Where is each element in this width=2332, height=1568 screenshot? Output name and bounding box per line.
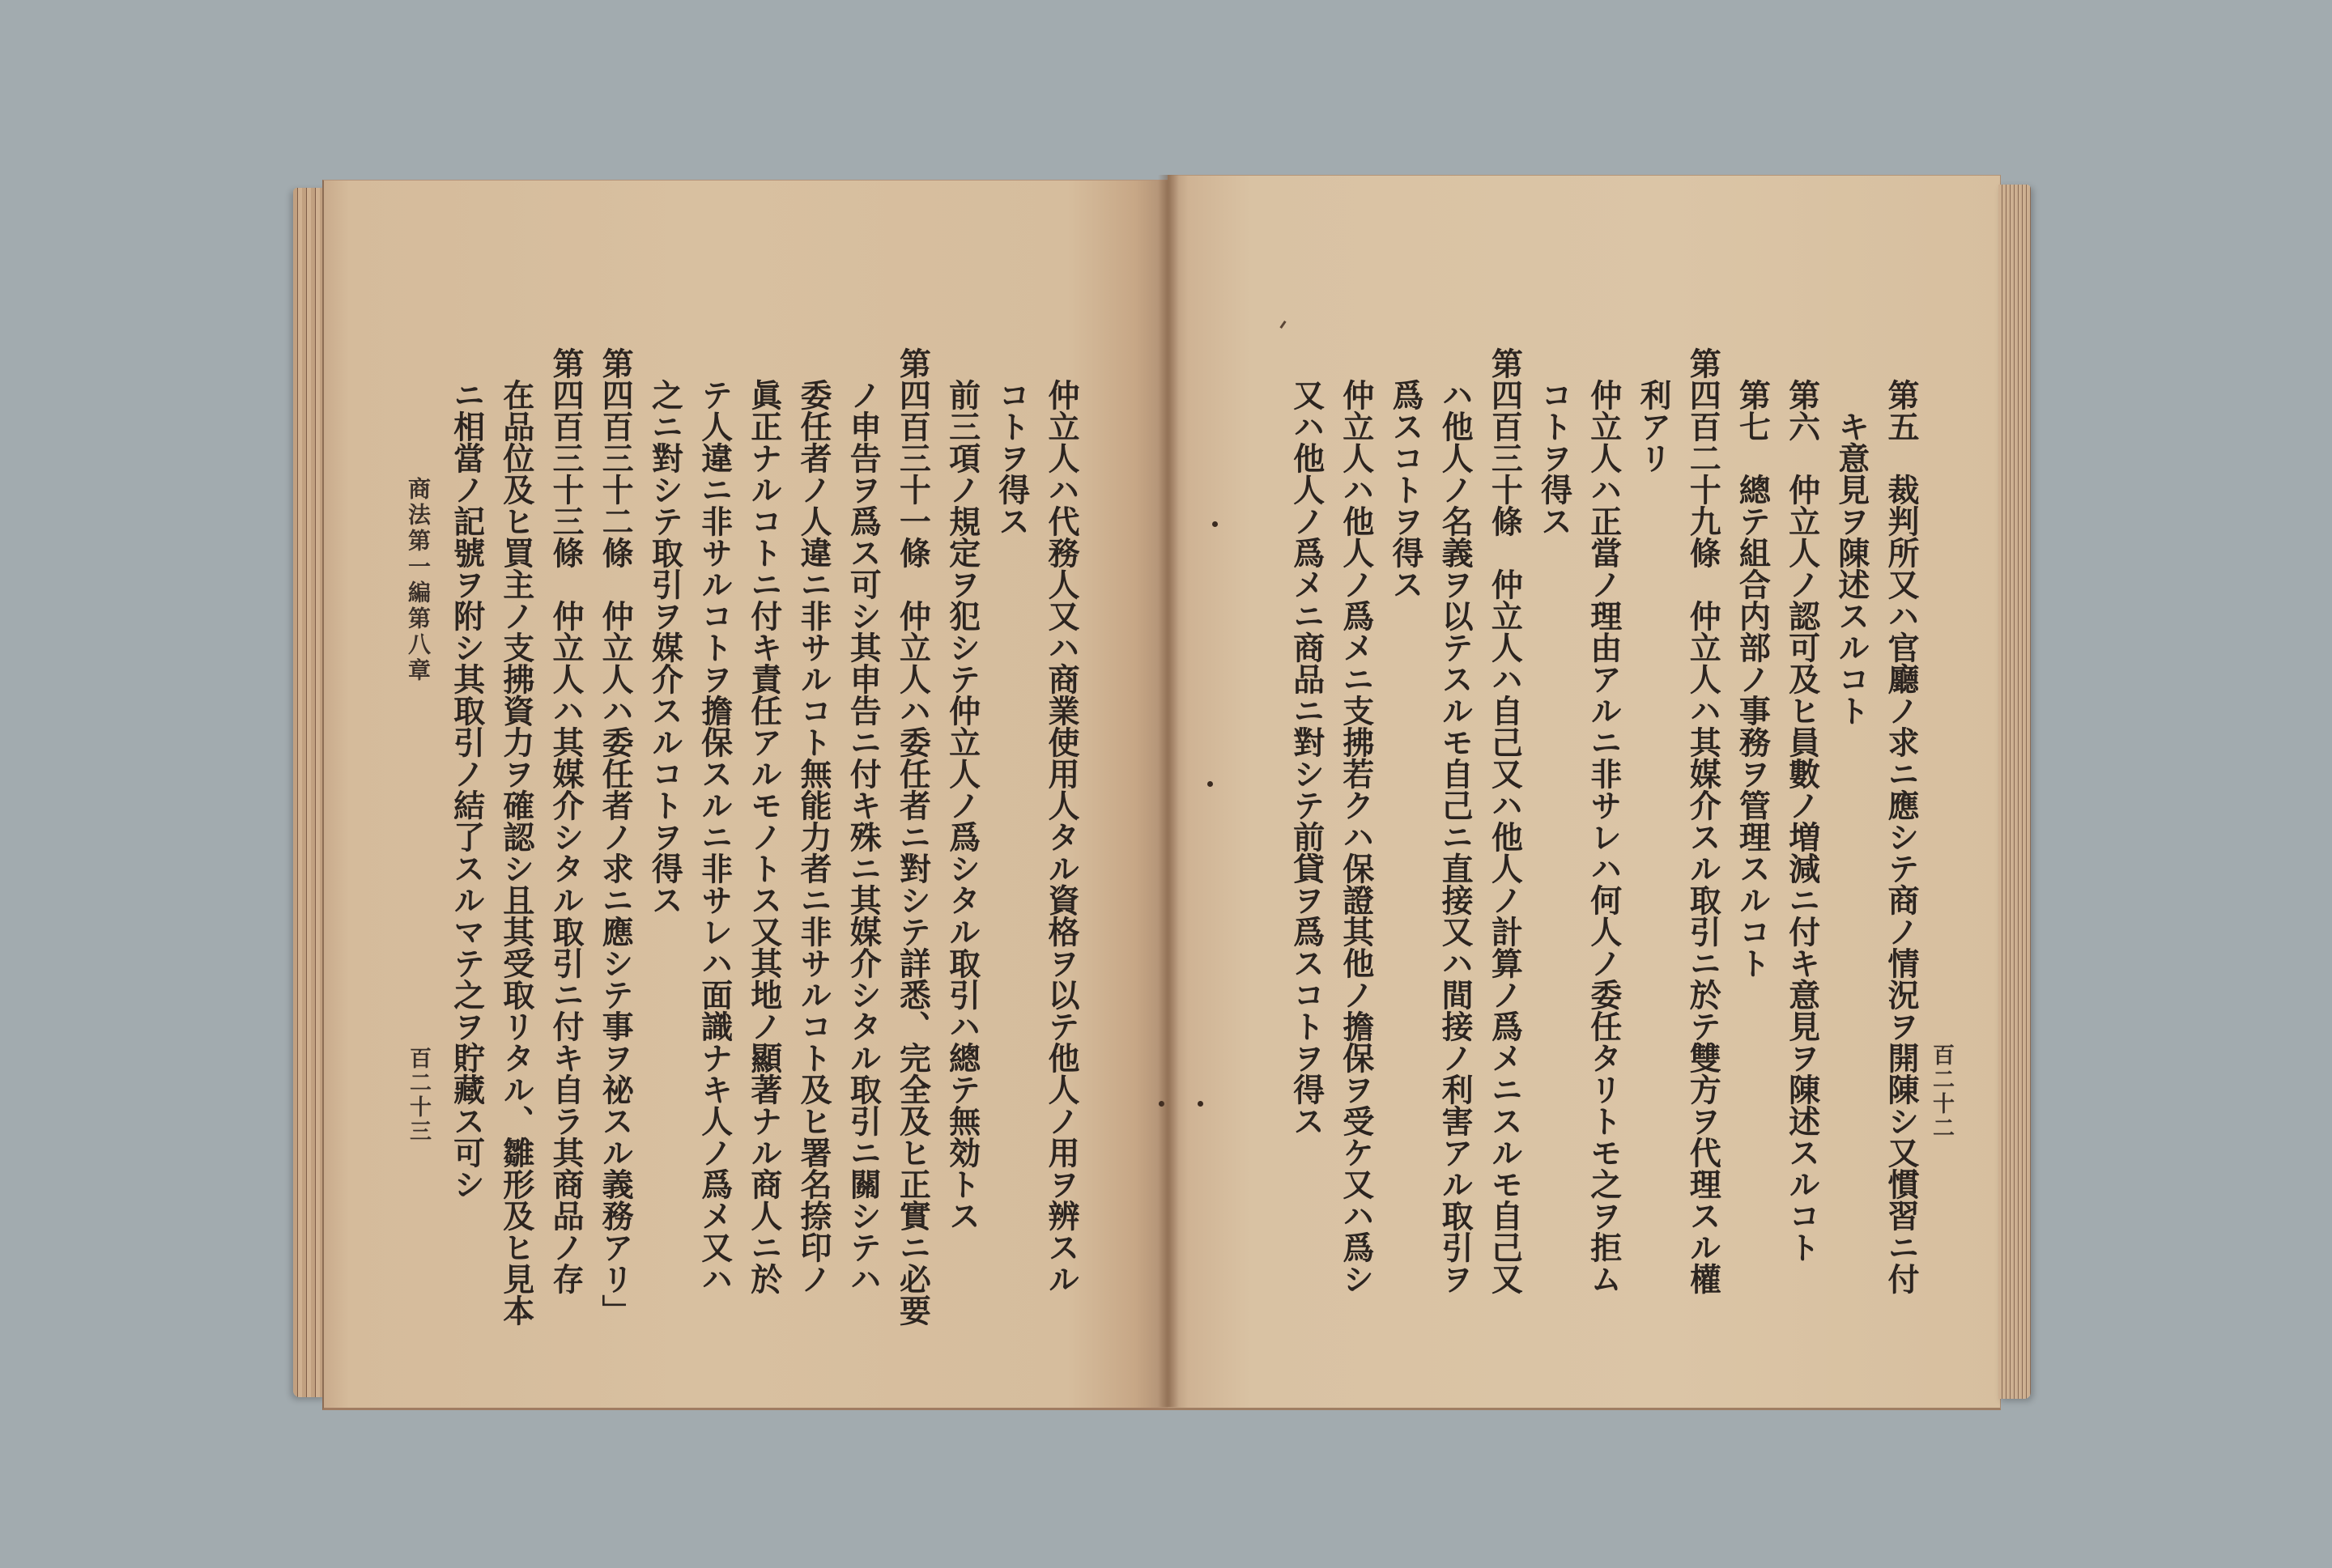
article-heading-line: 第四百三十二條 仲立人ハ委任者ノ求ニ應シテ事ヲ祕スル義務アリ」 [597, 347, 635, 1326]
right-page-edges [1998, 185, 2031, 1399]
text-line: 仲立人ハ正當ノ理由アルニ非サレハ何人ノ委任タリトモ之ヲ拒ム [1585, 379, 1623, 1294]
article-heading-line: 第四百二十九條 仲立人ハ其媒介スル取引ニ於テ雙方ヲ代理スル權 [1684, 347, 1722, 1294]
binding-hole-mark [1212, 521, 1218, 527]
article-heading-line: 第四百三十三條 仲立人ハ其媒介シタル取引ニ付キ自ラ其商品ノ存 [547, 347, 585, 1294]
running-head: 商法第一編第八章 [405, 477, 432, 684]
text-line: 前三項ノ規定ヲ犯シテ仲立人ノ爲シタル取引ハ總テ無効トス [943, 379, 981, 1231]
text-line: ノ申告ヲ爲ス可シ其申告ニ付キ殊ニ其媒介シタル取引ニ關シテハ [845, 379, 883, 1294]
text-line: 委任者ノ人違ニ非サルコト無能力者ニ非サルコト及ヒ署名捺印ノ [794, 379, 832, 1294]
text-line: 利アリ [1634, 379, 1672, 474]
text-line: 又ハ他人ノ爲メニ商品ニ對シテ前貸ヲ爲スコトヲ得ス [1287, 379, 1326, 1137]
left-page-text [441, 347, 1086, 1375]
text-line: テ人違ニ非サルコトヲ擔保スルニ非サレハ面識ナキ人ノ爲メ又ハ [696, 379, 734, 1294]
text-line: コトヲ得ス [1535, 379, 1573, 537]
text-line: 仲立人ハ他人ノ爲メニ支拂若クハ保證其他ノ擔保ヲ受ケ又ハ爲シ [1337, 379, 1375, 1294]
left-page [322, 180, 1169, 1410]
right-page [1168, 175, 2001, 1410]
item-line: 第六 仲立人ノ認可及ヒ員數ノ増減ニ付キ意見ヲ陳述スルコト [1783, 379, 1821, 1263]
binding-hole-mark [1207, 781, 1213, 787]
page-number: 百二十二 [1929, 1043, 1954, 1141]
item-line: 第五 裁判所又ハ官廳ノ求ニ應シテ商ノ情況ヲ開陳シ又慣習ニ付 [1883, 379, 1920, 1294]
text-line: キ意見ヲ陳述スルコト [1832, 410, 1870, 726]
text-line: 爲スコトヲ得ス [1386, 379, 1424, 600]
text-line: 仲立人ハ代務人又ハ商業使用人タル資格ヲ以テ他人ノ用ヲ辨スル [1043, 379, 1080, 1294]
article-heading-line: 第四百三十條 仲立人ハ自己又ハ他人ノ計算ノ爲メニスルモ自己又 [1486, 347, 1524, 1294]
page-number: 百二十三 [406, 1047, 431, 1144]
right-page-text [1281, 347, 1926, 1375]
text-line: ハ他人ノ名義ヲ以テスルモ自己ニ直接又ハ間接ノ利害アル取引ヲ [1436, 379, 1475, 1294]
text-line: 之ニ對シテ取引ヲ媒介スルコトヲ得ス [646, 379, 684, 916]
text-line: 在品位及ヒ買主ノ支拂資力ヲ確認シ且其受取リタル、雛形及ヒ見本 [497, 379, 535, 1326]
item-line: 第七 總テ組合内部ノ事務ヲ管理スルコト [1734, 379, 1772, 979]
text-line: ニ相當ノ記號ヲ附シ其取引ノ結了スルマテ之ヲ貯藏ス可シ [448, 379, 486, 1200]
binding-hole-mark [1198, 1101, 1203, 1107]
text-line: 眞正ナルコトニ付キ責任アルモノトス又其地ノ顯著ナル商人ニ於 [745, 379, 783, 1294]
book-spine [1158, 175, 1179, 1407]
stray-ink-mark [1279, 321, 1286, 329]
text-line: コトヲ得ス [993, 379, 1031, 537]
article-heading-line: 第四百三十一條 仲立人ハ委任者ニ對シテ詳悉、完全及ヒ正實ニ必要 [894, 347, 932, 1326]
